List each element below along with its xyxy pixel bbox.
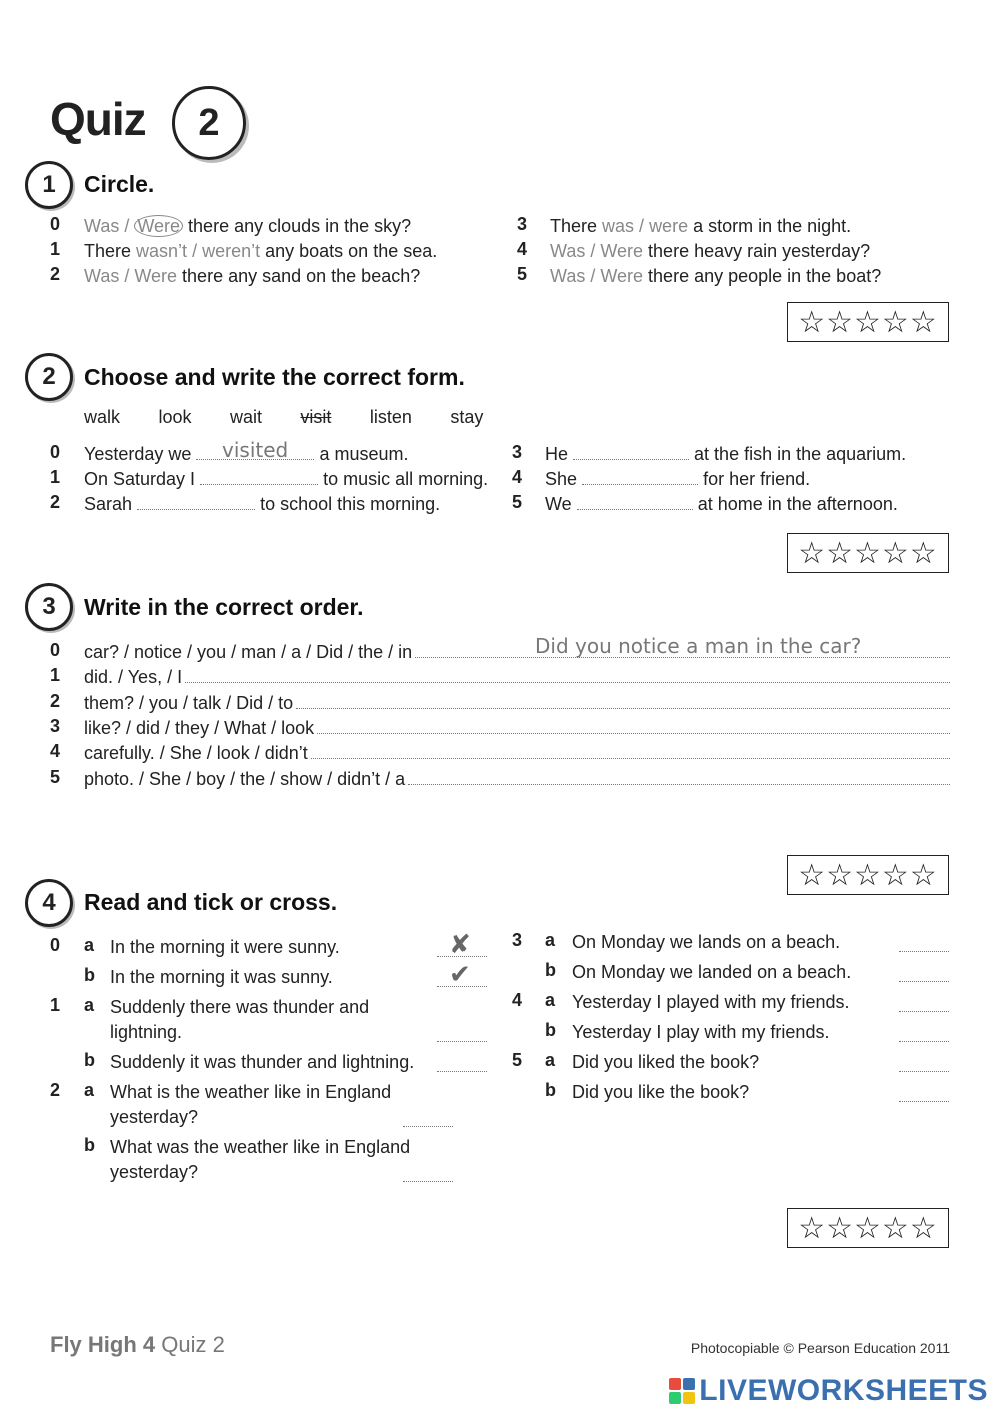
item-rest: there any clouds in the sky? — [183, 216, 412, 236]
item-suffix: at the fish in the aquarium. — [694, 444, 907, 464]
answer-line[interactable] — [296, 691, 950, 709]
circle-item — [550, 239, 870, 264]
item-number: 2 — [50, 264, 61, 284]
option-2[interactable]: weren’t — [202, 241, 261, 261]
liveworksheets-text: LIVEWORKSHEETS — [699, 1374, 988, 1407]
statement-line-1: Yesterday I play with my friends. — [572, 1022, 830, 1042]
tick-icon: ✔ — [449, 959, 471, 989]
section-2-title: Choose and write the correct form. — [84, 364, 465, 390]
item-letter: b — [545, 960, 556, 980]
circle-item — [550, 264, 881, 289]
item-prefix: She — [545, 469, 578, 489]
circle-item — [84, 239, 437, 264]
footer-copyright: Photocopiable © Pearson Education 2011 — [690, 1340, 950, 1356]
section-1-number: 1 — [25, 161, 73, 209]
scrambled-words: did. / Yes, / I — [84, 667, 183, 688]
item-prefix: There — [550, 216, 603, 236]
item-number: 2 — [50, 492, 61, 512]
item-letter: a — [545, 1050, 556, 1070]
answer-blank[interactable] — [573, 442, 689, 460]
item-prefix: Yesterday we — [84, 444, 192, 464]
item-prefix: There — [84, 241, 137, 261]
option-2[interactable]: Were — [600, 266, 644, 286]
word-stay: stay — [450, 407, 484, 427]
statement-line-1: Suddenly it was thunder and lightning. — [110, 1052, 415, 1072]
scrambled-words: photo. / She / boy / the / show / didn’t / a — [84, 768, 406, 789]
statement-line-2: yesterday? — [110, 1107, 199, 1127]
item-number: 4 — [512, 990, 523, 1010]
answer-line[interactable] — [185, 665, 950, 683]
option-separator: / — [634, 216, 650, 236]
answer-line[interactable] — [317, 716, 950, 734]
option-1[interactable]: Was — [84, 266, 120, 286]
tick-cross-box[interactable] — [899, 932, 949, 952]
item-suffix: a museum. — [319, 444, 409, 464]
item-number: 1 — [50, 995, 61, 1015]
option-1[interactable]: Was — [550, 266, 586, 286]
item-suffix: to music all morning. — [323, 469, 489, 489]
option-1[interactable]: wasn’t — [136, 241, 188, 261]
item-letter: b — [545, 1020, 556, 1040]
item-number: 0 — [50, 640, 61, 660]
item-letter: b — [84, 1050, 95, 1070]
item-number: 5 — [50, 766, 61, 787]
fill-item — [84, 467, 488, 492]
cross-icon: ✘ — [449, 929, 471, 959]
item-letter: a — [84, 1080, 95, 1100]
option-separator: / — [119, 216, 135, 236]
item-number: 5 — [512, 1050, 523, 1070]
fill-item — [545, 492, 898, 517]
item-number: 2 — [50, 1080, 61, 1100]
circle-item — [84, 264, 420, 289]
option-2[interactable]: Were — [134, 215, 183, 237]
tick-cross-box[interactable] — [437, 1022, 487, 1042]
statement-line-1: What is the weather like in England — [110, 1082, 392, 1102]
item-number: 0 — [50, 214, 61, 234]
item-suffix: to school this morning. — [260, 494, 441, 514]
tick-cross-box[interactable] — [899, 992, 949, 1012]
option-1[interactable]: Was — [550, 241, 586, 261]
tick-cross-box[interactable] — [403, 1162, 453, 1182]
circle-item — [550, 214, 851, 239]
section-1-stars: ☆☆☆☆☆ — [787, 302, 949, 342]
option-separator: / — [585, 266, 601, 286]
item-number: 4 — [512, 467, 523, 487]
item-number: 1 — [50, 467, 61, 487]
word-listen: listen — [369, 407, 412, 427]
scrambled-words: them? / you / talk / Did / to — [84, 692, 294, 713]
statement-line-1: On Monday we lands on a beach. — [572, 932, 841, 952]
quiz-title: Quiz — [50, 93, 146, 145]
answer-line[interactable] — [311, 741, 950, 759]
item-rest: a storm in the night. — [688, 216, 852, 236]
item-number: 3 — [512, 930, 523, 950]
option-1[interactable]: was — [602, 216, 635, 236]
item-rest: there any sand on the beach? — [177, 266, 421, 286]
scrambled-words: car? / notice / you / man / a / Did / the / in — [84, 642, 413, 662]
item-number: 0 — [50, 442, 61, 462]
item-number: 3 — [512, 442, 523, 462]
item-number: 1 — [50, 239, 61, 259]
option-1[interactable]: Was — [84, 216, 120, 236]
fill-item — [545, 467, 810, 492]
item-suffix: for her friend. — [703, 469, 811, 489]
liveworksheets-badge-icon — [669, 1378, 695, 1404]
item-letter: b — [84, 1135, 95, 1155]
liveworksheets-logo[interactable] — [669, 1374, 988, 1408]
section-2-number: 2 — [25, 353, 73, 401]
example-answer-visited: visited — [222, 438, 289, 462]
item-number: 4 — [517, 239, 528, 259]
section-3-title: Write in the correct order. — [84, 594, 364, 620]
footer-brand-name: Fly High 4 — [50, 1332, 156, 1357]
order-item — [84, 665, 950, 690]
answer-blank[interactable] — [582, 467, 698, 485]
item-rest: there heavy rain yesterday? — [643, 241, 871, 261]
item-rest: there any people in the boat? — [643, 266, 882, 286]
option-2[interactable]: were — [649, 216, 689, 236]
statement-line-1: Did you like the book? — [572, 1082, 750, 1102]
item-prefix: We — [545, 494, 572, 514]
order-item — [84, 716, 950, 741]
section-4-stars: ☆☆☆☆☆ — [787, 1208, 949, 1248]
item-rest: any boats on the sea. — [260, 241, 438, 261]
tick-cross-box[interactable] — [899, 1052, 949, 1072]
word-wait: wait — [229, 407, 262, 427]
answer-line[interactable] — [408, 767, 950, 785]
quiz-number: 2 — [172, 86, 246, 160]
statement-line-2: yesterday? — [110, 1162, 199, 1182]
option-separator: / — [187, 241, 203, 261]
tick-cross-box[interactable] — [899, 1082, 949, 1102]
item-number: 1 — [50, 665, 61, 686]
option-separator: / — [119, 266, 135, 286]
tick-cross-box[interactable] — [403, 1107, 453, 1127]
item-letter: a — [545, 990, 556, 1010]
footer-brand — [50, 1332, 225, 1358]
word-look: look — [158, 407, 192, 427]
tick-cross-box[interactable] — [899, 1022, 949, 1042]
statement-line-1: On Monday we landed on a beach. — [572, 962, 852, 982]
tick-cross-box[interactable] — [437, 1052, 487, 1072]
item-letter: a — [84, 995, 95, 1015]
item-prefix: On Saturday I — [84, 469, 196, 489]
scrambled-words: carefully. / She / look / didn’t — [84, 743, 308, 764]
statement-line-1: Yesterday I played with my friends. — [572, 992, 850, 1012]
item-letter: b — [84, 965, 95, 985]
section-4-title: Read and tick or cross. — [84, 889, 338, 915]
word-bank — [84, 407, 517, 428]
statement-line-2: lightning. — [110, 1022, 183, 1042]
item-prefix: Sarah — [84, 494, 133, 514]
item-number: 0 — [50, 935, 61, 955]
statement-line-1: In the morning it was sunny. — [110, 967, 333, 987]
option-separator: / — [585, 241, 601, 261]
order-item — [84, 741, 950, 766]
example-answer-order: Did you notice a man in the car? — [535, 634, 862, 658]
item-number: 5 — [517, 264, 528, 284]
section-3-number: 3 — [25, 583, 73, 631]
word-walk: walk — [84, 407, 121, 427]
fill-item — [84, 492, 440, 517]
statement-line-1: Did you liked the book? — [572, 1052, 760, 1072]
option-2[interactable]: Were — [600, 241, 644, 261]
section-1-title: Circle. — [84, 171, 155, 197]
item-suffix: at home in the afternoon. — [697, 494, 898, 514]
item-number: 5 — [512, 492, 523, 512]
item-letter: a — [84, 935, 95, 955]
item-number: 2 — [50, 690, 61, 711]
answer-blank[interactable] — [137, 492, 255, 510]
word-visit: visit — [300, 407, 332, 427]
statement-line-1: What was the weather like in England — [110, 1137, 411, 1157]
section-3-stars: ☆☆☆☆☆ — [787, 855, 949, 895]
scrambled-words: like? / did / they / What / look — [84, 717, 315, 738]
item-letter: a — [545, 930, 556, 950]
statement-line-1: Suddenly there was thunder and — [110, 997, 370, 1017]
option-2[interactable]: Were — [134, 266, 178, 286]
item-number: 3 — [50, 715, 61, 736]
statement-line-1: In the morning it were sunny. — [110, 937, 340, 957]
item-letter: b — [545, 1080, 556, 1100]
fill-item — [545, 442, 906, 467]
footer-quiz-label: Quiz 2 — [161, 1332, 225, 1357]
order-item — [84, 691, 950, 716]
section-4-number: 4 — [25, 879, 73, 927]
item-number: 4 — [50, 741, 61, 762]
item-number: 3 — [517, 214, 528, 234]
item-prefix: He — [545, 444, 569, 464]
tick-cross-box[interactable] — [899, 962, 949, 982]
circle-item — [84, 214, 411, 239]
answer-blank[interactable] — [577, 492, 693, 510]
section-2-stars: ☆☆☆☆☆ — [787, 533, 949, 573]
answer-blank[interactable] — [200, 467, 318, 485]
order-item — [84, 767, 950, 792]
